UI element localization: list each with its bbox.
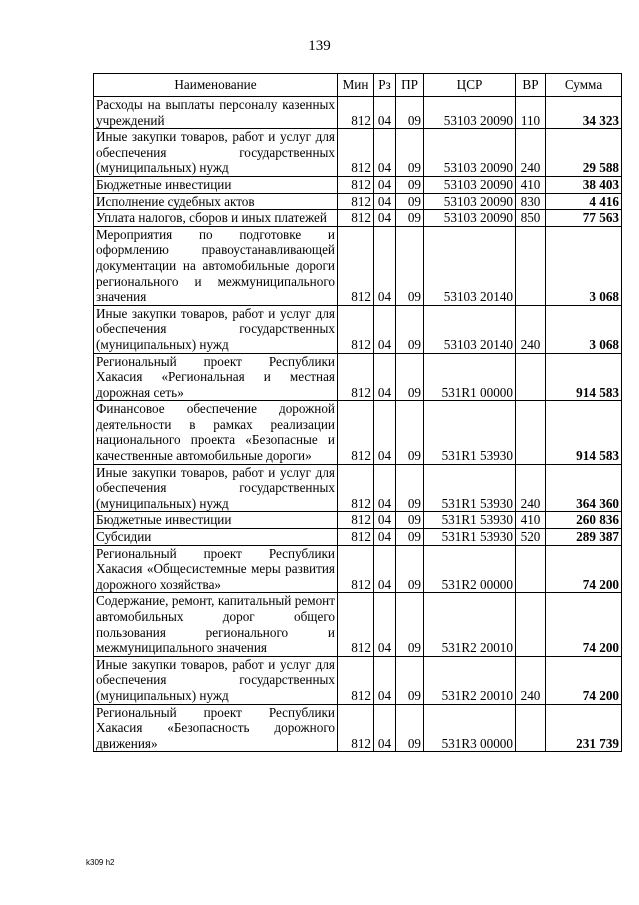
- row-rz: 04: [374, 176, 396, 193]
- row-csr: 531R2 20010: [424, 656, 516, 704]
- row-pr: 09: [396, 401, 424, 464]
- table-row: [94, 529, 622, 546]
- row-name: Исполнение судебных актов: [94, 193, 338, 210]
- row-pr: 09: [396, 704, 424, 752]
- row-sum: 77 563: [546, 210, 622, 227]
- row-pr: 09: [396, 305, 424, 353]
- row-sum: 3 068: [546, 226, 622, 305]
- row-name: Региональный проект Республики Хакасия «Региональная и местная дорожная сеть»: [94, 353, 338, 401]
- header-name: Наименование: [94, 74, 338, 97]
- table-row: [94, 545, 622, 593]
- row-name: Финансовое обеспечение дорожной деятельности в рамках реализации национального проекта «Безопасные и качественные автомобильные дороги»: [94, 401, 338, 464]
- table-row: [94, 193, 622, 210]
- row-csr: 53103 20090: [424, 176, 516, 193]
- header-row: [94, 74, 622, 97]
- row-pr: 09: [396, 193, 424, 210]
- table-row: [94, 305, 622, 353]
- row-min: 812: [338, 704, 374, 752]
- row-vr: 410: [516, 512, 546, 529]
- row-pr: 09: [396, 353, 424, 401]
- row-csr: 53103 20090: [424, 210, 516, 227]
- row-name: Уплата налогов, сборов и иных платежей: [94, 210, 338, 227]
- row-pr: 09: [396, 226, 424, 305]
- row-sum: 364 360: [546, 464, 622, 512]
- row-sum: 3 068: [546, 305, 622, 353]
- row-name: Бюджетные инвестиции: [94, 512, 338, 529]
- row-min: 812: [338, 210, 374, 227]
- row-csr: 531R1 53930: [424, 401, 516, 464]
- row-rz: 04: [374, 704, 396, 752]
- row-csr: 531R1 00000: [424, 353, 516, 401]
- table-row: [94, 401, 622, 464]
- page-number: 139: [308, 38, 331, 54]
- footer-code: k309 h2: [86, 858, 115, 867]
- row-rz: 04: [374, 545, 396, 593]
- row-vr: [516, 401, 546, 464]
- row-vr: [516, 226, 546, 305]
- row-rz: 04: [374, 97, 396, 129]
- row-rz: 04: [374, 529, 396, 546]
- row-name: Иные закупки товаров, работ и услуг для обеспечения государственных (муниципальных) нужд: [94, 129, 338, 177]
- row-vr: 110: [516, 97, 546, 129]
- row-sum: 4 416: [546, 193, 622, 210]
- row-name: Иные закупки товаров, работ и услуг для обеспечения государственных (муниципальных) нужд: [94, 656, 338, 704]
- row-csr: 53103 20090: [424, 97, 516, 129]
- row-rz: 04: [374, 512, 396, 529]
- row-csr: 531R1 53930: [424, 529, 516, 546]
- row-rz: 04: [374, 401, 396, 464]
- table-row: [94, 512, 622, 529]
- row-vr: 410: [516, 176, 546, 193]
- row-sum: 74 200: [546, 656, 622, 704]
- row-sum: 260 836: [546, 512, 622, 529]
- row-min: 812: [338, 464, 374, 512]
- row-min: 812: [338, 129, 374, 177]
- row-min: 812: [338, 353, 374, 401]
- header-sum: Сумма: [546, 74, 622, 97]
- row-sum: 29 588: [546, 129, 622, 177]
- row-rz: 04: [374, 656, 396, 704]
- row-vr: [516, 353, 546, 401]
- row-sum: 231 739: [546, 704, 622, 752]
- row-csr: 531R3 00000: [424, 704, 516, 752]
- row-vr: 850: [516, 210, 546, 227]
- table-row: [94, 97, 622, 129]
- row-sum: 914 583: [546, 401, 622, 464]
- table-row: [94, 704, 622, 752]
- row-vr: 240: [516, 656, 546, 704]
- row-rz: 04: [374, 129, 396, 177]
- table-row: [94, 129, 622, 177]
- row-sum: 74 200: [546, 545, 622, 593]
- row-pr: 09: [396, 176, 424, 193]
- row-name: Иные закупки товаров, работ и услуг для обеспечения государственных (муниципальных) нужд: [94, 464, 338, 512]
- row-name: Региональный проект Республики Хакасия «Общесистемные меры развития дорожного хозяйства»: [94, 545, 338, 593]
- row-vr: 830: [516, 193, 546, 210]
- row-rz: 04: [374, 193, 396, 210]
- row-csr: 531R2 20010: [424, 593, 516, 656]
- table-row: [94, 210, 622, 227]
- row-min: 812: [338, 656, 374, 704]
- header-vr: ВР: [516, 74, 546, 97]
- row-vr: 240: [516, 129, 546, 177]
- row-vr: 520: [516, 529, 546, 546]
- row-csr: 531R1 53930: [424, 464, 516, 512]
- row-rz: 04: [374, 210, 396, 227]
- row-pr: 09: [396, 593, 424, 656]
- row-rz: 04: [374, 305, 396, 353]
- row-csr: 53103 20090: [424, 193, 516, 210]
- row-name: Региональный проект Республики Хакасия «Безопасность дорожного движения»: [94, 704, 338, 752]
- header-csr: ЦСР: [424, 74, 516, 97]
- table-row: [94, 464, 622, 512]
- row-pr: 09: [396, 464, 424, 512]
- row-csr: 53103 20140: [424, 226, 516, 305]
- row-min: 812: [338, 401, 374, 464]
- row-name: Мероприятия по подготовке и оформлению правоустанавливающей документации на автомобильные дороги регионального и межмуниципального значения: [94, 226, 338, 305]
- row-min: 812: [338, 593, 374, 656]
- row-pr: 09: [396, 656, 424, 704]
- table-row: [94, 176, 622, 193]
- row-vr: [516, 593, 546, 656]
- row-sum: 34 323: [546, 97, 622, 129]
- header-pr: ПР: [396, 74, 424, 97]
- row-min: 812: [338, 512, 374, 529]
- row-vr: 240: [516, 305, 546, 353]
- table-row: [94, 353, 622, 401]
- row-vr: [516, 545, 546, 593]
- row-min: 812: [338, 176, 374, 193]
- row-min: 812: [338, 193, 374, 210]
- row-rz: 04: [374, 593, 396, 656]
- row-csr: 531R1 53930: [424, 512, 516, 529]
- budget-table: [93, 73, 622, 752]
- row-rz: 04: [374, 226, 396, 305]
- table-row: [94, 593, 622, 656]
- header-rz: Рз: [374, 74, 396, 97]
- row-min: 812: [338, 305, 374, 353]
- row-vr: [516, 704, 546, 752]
- table-row: [94, 656, 622, 704]
- row-sum: 38 403: [546, 176, 622, 193]
- row-rz: 04: [374, 464, 396, 512]
- row-name: Субсидии: [94, 529, 338, 546]
- row-min: 812: [338, 97, 374, 129]
- row-name: Иные закупки товаров, работ и услуг для обеспечения государственных (муниципальных) нужд: [94, 305, 338, 353]
- row-sum: 74 200: [546, 593, 622, 656]
- row-csr: 53103 20090: [424, 129, 516, 177]
- row-pr: 09: [396, 529, 424, 546]
- row-name: Расходы на выплаты персоналу казенных учреждений: [94, 97, 338, 129]
- row-name: Содержание, ремонт, капитальный ремонт автомобильных дорог общего пользования регионального и межмуниципального значения: [94, 593, 338, 656]
- row-pr: 09: [396, 129, 424, 177]
- row-min: 812: [338, 529, 374, 546]
- row-sum: 914 583: [546, 353, 622, 401]
- row-name: Бюджетные инвестиции: [94, 176, 338, 193]
- table-row: [94, 226, 622, 305]
- row-vr: 240: [516, 464, 546, 512]
- row-pr: 09: [396, 545, 424, 593]
- row-pr: 09: [396, 512, 424, 529]
- row-csr: 53103 20140: [424, 305, 516, 353]
- row-min: 812: [338, 545, 374, 593]
- row-pr: 09: [396, 97, 424, 129]
- row-sum: 289 387: [546, 529, 622, 546]
- header-min: Мин: [338, 74, 374, 97]
- row-min: 812: [338, 226, 374, 305]
- row-pr: 09: [396, 210, 424, 227]
- row-csr: 531R2 00000: [424, 545, 516, 593]
- row-rz: 04: [374, 353, 396, 401]
